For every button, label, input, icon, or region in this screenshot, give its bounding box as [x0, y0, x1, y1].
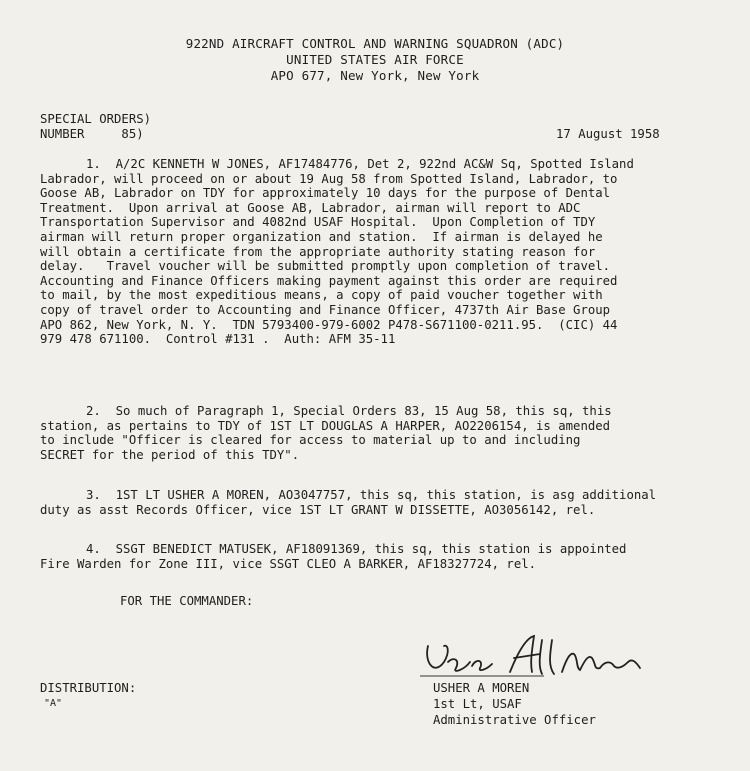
- paragraph-line: duty as asst Records Officer, vice 1ST LT GRANT W DISSETTE, AO3056142, rel.: [40, 502, 596, 517]
- paragraph-3: [40, 488, 745, 517]
- paragraph-2: [40, 404, 745, 462]
- distribution-label: DISTRIBUTION:: [40, 681, 137, 695]
- paragraph-line: Transportation Supervisor and 4082nd USAF Hospital. Upon Completion of TDY: [40, 215, 596, 230]
- distribution-value: "A": [44, 698, 63, 709]
- paragraph-line: SECRET for the period of this TDY".: [40, 447, 300, 462]
- paragraph-line: 4. SSGT BENEDICT MATUSEK, AF18091369, this sq, this station is appointed: [86, 542, 627, 556]
- signer-name: USHER A MOREN: [433, 681, 530, 695]
- signature-image: [414, 632, 644, 682]
- paragraph-1: [40, 157, 745, 347]
- paragraph-line: 2. So much of Paragraph 1, Special Orders 83, 15 Aug 58, this sq, this: [86, 404, 612, 418]
- paragraph-line: station, as pertains to TDY of 1ST LT DOUGLAS A HARPER, AO2206154, is amended: [40, 418, 611, 433]
- signer-rank: 1st Lt, USAF: [433, 697, 522, 711]
- paragraph-4: [40, 542, 745, 571]
- paragraph-line: delay. Travel voucher will be submitted promptly upon completion of travel.: [40, 259, 611, 274]
- orders-label: SPECIAL ORDERS): [40, 112, 152, 126]
- paragraph-line: will obtain a certificate from the appropriate authority stating reason for: [40, 244, 596, 259]
- paragraph-line: Fire Warden for Zone III, vice SSGT CLEO A BARKER, AF18327724, rel.: [40, 556, 537, 571]
- paragraph-line: 1. A/2C KENNETH W JONES, AF17484776, Det 2, 922nd AC&W Sq, Spotted Island: [86, 157, 634, 171]
- orders-date: 17 August 1958: [556, 127, 660, 141]
- header-service: UNITED STATES AIR FORCE: [286, 52, 464, 67]
- signer-title: Administrative Officer: [433, 713, 596, 727]
- paragraph-line: 979 478 671100. Control #131 . Auth: AFM 35-11: [40, 332, 396, 347]
- paragraph-line: airman will return proper organization and station. If airman is delayed he: [40, 229, 603, 244]
- paragraph-line: Accounting and Finance Officers making payment against this order are required: [40, 273, 618, 288]
- paragraph-line: APO 862, New York, N. Y. TDN 5793400-979-6002 P478-S671100-0211.95. (CIC) 44: [40, 317, 618, 332]
- paragraph-line: Goose AB, Labrador on TDY for approximately 10 days for the purpose of Dental: [40, 186, 611, 201]
- header-unit: 922ND AIRCRAFT CONTROL AND WARNING SQUADRON (ADC): [185, 36, 565, 51]
- orders-number: NUMBER 85): [40, 127, 144, 141]
- for-commander: FOR THE COMMANDER:: [120, 594, 254, 608]
- paragraph-line: Labrador, will proceed on or about 19 Aug 58 from Spotted Island, Labrador, to: [40, 171, 618, 186]
- paragraph-line: copy of travel order to Accounting and Finance Officer, 4737th Air Base Group: [40, 302, 611, 317]
- paragraph-line: Treatment. Upon arrival at Goose AB, Labrador, airman will report to ADC: [40, 200, 581, 215]
- header-address: APO 677, New York, New York: [270, 68, 480, 83]
- paragraph-line: to include "Officer is cleared for access to material up to and including: [40, 433, 581, 448]
- paragraph-line: 3. 1ST LT USHER A MOREN, AO3047757, this sq, this station, is asg additional: [86, 488, 657, 502]
- paragraph-line: to mail, by the most expeditious means, a copy of paid voucher together with: [40, 288, 603, 303]
